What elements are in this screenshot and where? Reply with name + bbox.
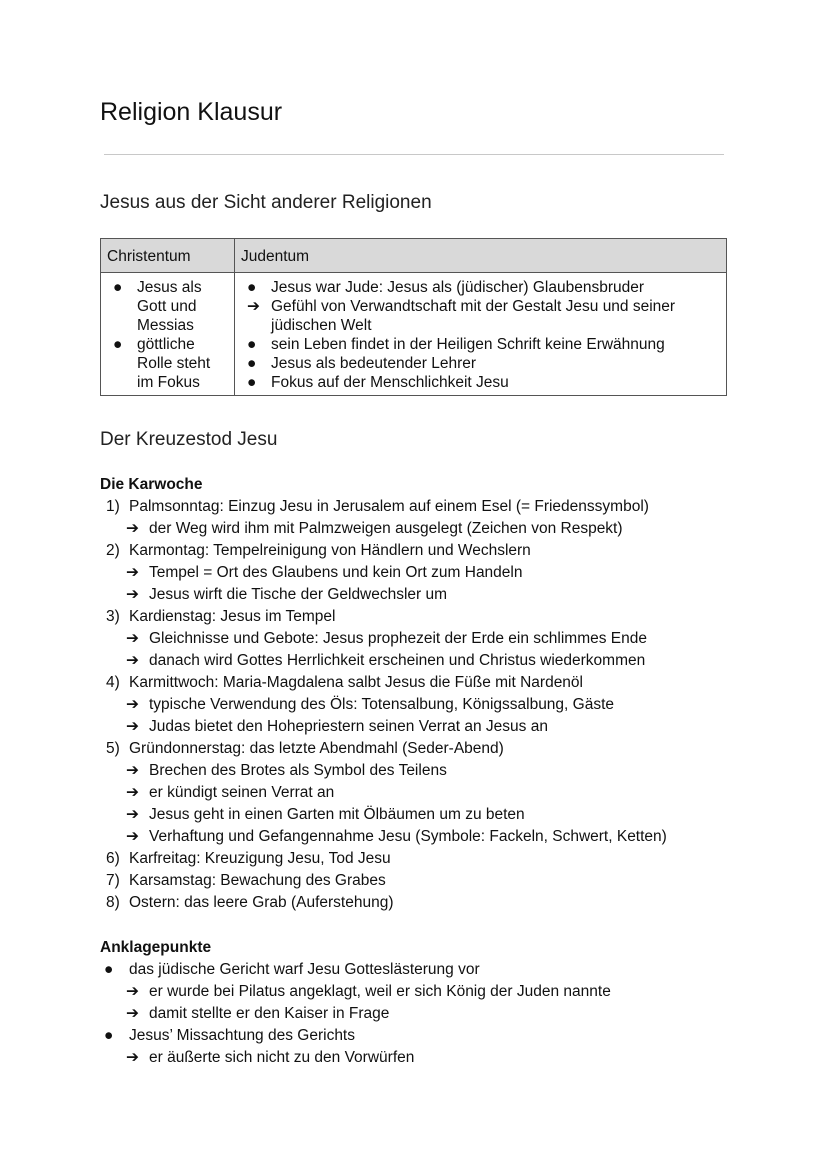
cell-text-line: göttliche [137,336,195,353]
sub-item-text: Jesus wirft die Tische der Geldwechsler um [149,586,448,603]
arrow-icon: ➔ [126,762,139,779]
list-item [100,606,740,628]
sub-list-item [100,782,740,804]
list-item [241,354,720,373]
table-header-row [101,239,727,273]
list-item [241,335,720,354]
list-item [241,278,720,297]
table-row [101,273,727,396]
cell-text-line: Fokus auf der Menschlichkeit Jesu [271,374,509,391]
list-item [100,738,740,760]
list-item-text: Karsamstag: Bewachung des Grabes [129,872,386,889]
subheading-anklagepunkte: Anklagepunkte [100,939,212,956]
karwoche-block [100,474,740,914]
list-number: 3) [106,608,120,625]
list-number: 6) [106,850,120,867]
sub-item-text: Tempel = Ort des Glaubens und kein Ort zum Handeln [149,564,523,581]
sub-list-item [100,584,740,606]
list-number: 7) [106,872,120,889]
cell-text-line: sein Leben findet in der Heiligen Schrift keine Erwähnung [271,336,665,353]
list-item [100,496,740,518]
anklage-block [100,937,740,1069]
list-item [100,870,740,892]
arrow-icon: ➔ [126,828,139,845]
list-item [241,297,720,335]
arrow-icon: ➔ [126,784,139,801]
sub-list-item [100,518,740,540]
cell-text-line: Jesus als bedeutender Lehrer [271,355,477,372]
sub-item-text: er wurde bei Pilatus angeklagt, weil er sich König der Juden nannte [149,983,611,1000]
sub-item-text: danach wird Gottes Herrlichkeit erscheinen und Christus wiederkommen [149,652,646,669]
arrow-icon: ➔ [247,298,260,315]
table-cell-judentum [235,273,727,396]
sub-item-text: typische Verwendung des Öls: Totensalbung, Königssalbung, Gäste [149,696,615,713]
list-number: 4) [106,674,120,691]
list-item [107,335,228,392]
sub-list-item [100,760,740,782]
list-item-text: Gründonnerstag: das letzte Abendmahl (Seder-Abend) [129,740,504,757]
sub-item-text: Brechen des Brotes als Symbol des Teilens [149,762,447,779]
arrow-icon: ➔ [126,806,139,823]
bullet-icon: ● [113,279,123,296]
list-item [100,959,740,981]
list-item [100,540,740,562]
section-heading-religionen: Jesus aus der Sicht anderer Religionen [100,192,432,213]
list-item-text: Ostern: das leere Grab (Auferstehung) [129,894,394,911]
cell-text-line: Jesus war Jude: Jesus als (jüdischer) Glaubensbruder [271,279,645,296]
sub-list-item [100,650,740,672]
list-item-text: Karfreitag: Kreuzigung Jesu, Tod Jesu [129,850,391,867]
sub-list-item [100,716,740,738]
religion-comparison-table [100,238,727,396]
document-title: Religion Klausur [100,98,283,126]
bullet-icon: ● [104,961,114,978]
sub-list-item [100,804,740,826]
cell-text-line: jüdischen Welt [271,317,372,334]
list-item-text: Karmittwoch: Maria-Magdalena salbt Jesus die Füße mit Nardenöl [129,674,583,691]
list-number: 5) [106,740,120,757]
list-item-text: das jüdische Gericht warf Jesu Gotteslästerung vor [129,961,480,978]
sub-list-item [100,826,740,848]
sub-item-text: der Weg wird ihm mit Palmzweigen ausgelegt (Zeichen von Respekt) [149,520,623,537]
cell-text-line: Messias [137,317,194,334]
sub-list-item [100,1003,740,1025]
sub-item-text: Jesus geht in einen Garten mit Ölbäumen um zu beten [149,806,525,823]
sub-list-item [100,562,740,584]
cell-text-line: Gefühl von Verwandtschaft mit der Gestalt Jesu und seiner [271,298,676,315]
sub-item-text: damit stellte er den Kaiser in Frage [149,1005,390,1022]
arrow-icon: ➔ [126,718,139,735]
list-number: 2) [106,542,120,559]
arrow-icon: ➔ [126,520,139,537]
sub-item-text: er kündigt seinen Verrat an [149,784,335,801]
list-item [107,278,228,335]
cell-text-line: Jesus als [137,279,202,296]
bullet-icon: ● [247,279,257,296]
list-item-text: Jesus’ Missachtung des Gerichts [129,1027,355,1044]
sub-list-item [100,981,740,1003]
table-cell-christentum [101,273,235,396]
arrow-icon: ➔ [126,1049,139,1066]
sub-list-item [100,628,740,650]
bullet-icon: ● [104,1027,114,1044]
sub-item-text: Judas bietet den Hohepriestern seinen Verrat an Jesus an [149,718,548,735]
arrow-icon: ➔ [126,652,139,669]
sub-item-text: er äußerte sich nicht zu den Vorwürfen [149,1049,415,1066]
section-heading-kreuzestod: Der Kreuzestod Jesu [100,429,278,450]
list-item-text: Karmontag: Tempelreinigung von Händlern und Wechslern [129,542,531,559]
arrow-icon: ➔ [126,696,139,713]
list-number: 1) [106,498,120,515]
sub-list-item [100,694,740,716]
arrow-icon: ➔ [126,564,139,581]
horizontal-divider [104,154,724,155]
arrow-icon: ➔ [126,983,139,1000]
arrow-icon: ➔ [126,630,139,647]
subheading-karwoche: Die Karwoche [100,476,203,493]
sub-list-item [100,1047,740,1069]
arrow-icon: ➔ [126,586,139,603]
list-item [100,848,740,870]
list-item [100,892,740,914]
sub-item-text: Verhaftung und Gefangennahme Jesu (Symbole: Fackeln, Schwert, Ketten) [149,828,667,845]
arrow-icon: ➔ [126,1005,139,1022]
list-item [100,1025,740,1047]
bullet-icon: ● [247,374,257,391]
table-header-christentum: Christentum [101,239,235,273]
list-item-text: Palmsonntag: Einzug Jesu in Jerusalem auf einem Esel (= Friedenssymbol) [129,498,649,515]
table-header-judentum: Judentum [235,239,727,273]
bullet-icon: ● [247,355,257,372]
list-item [100,672,740,694]
cell-text-line: Rolle steht [137,355,211,372]
list-item [241,373,720,392]
list-number: 8) [106,894,120,911]
bullet-icon: ● [113,336,123,353]
cell-text-line: im Fokus [137,374,200,391]
sub-item-text: Gleichnisse und Gebote: Jesus prophezeit der Erde ein schlimmes Ende [149,630,647,647]
bullet-icon: ● [247,336,257,353]
list-item-text: Kardienstag: Jesus im Tempel [129,608,336,625]
cell-text-line: Gott und [137,298,197,315]
